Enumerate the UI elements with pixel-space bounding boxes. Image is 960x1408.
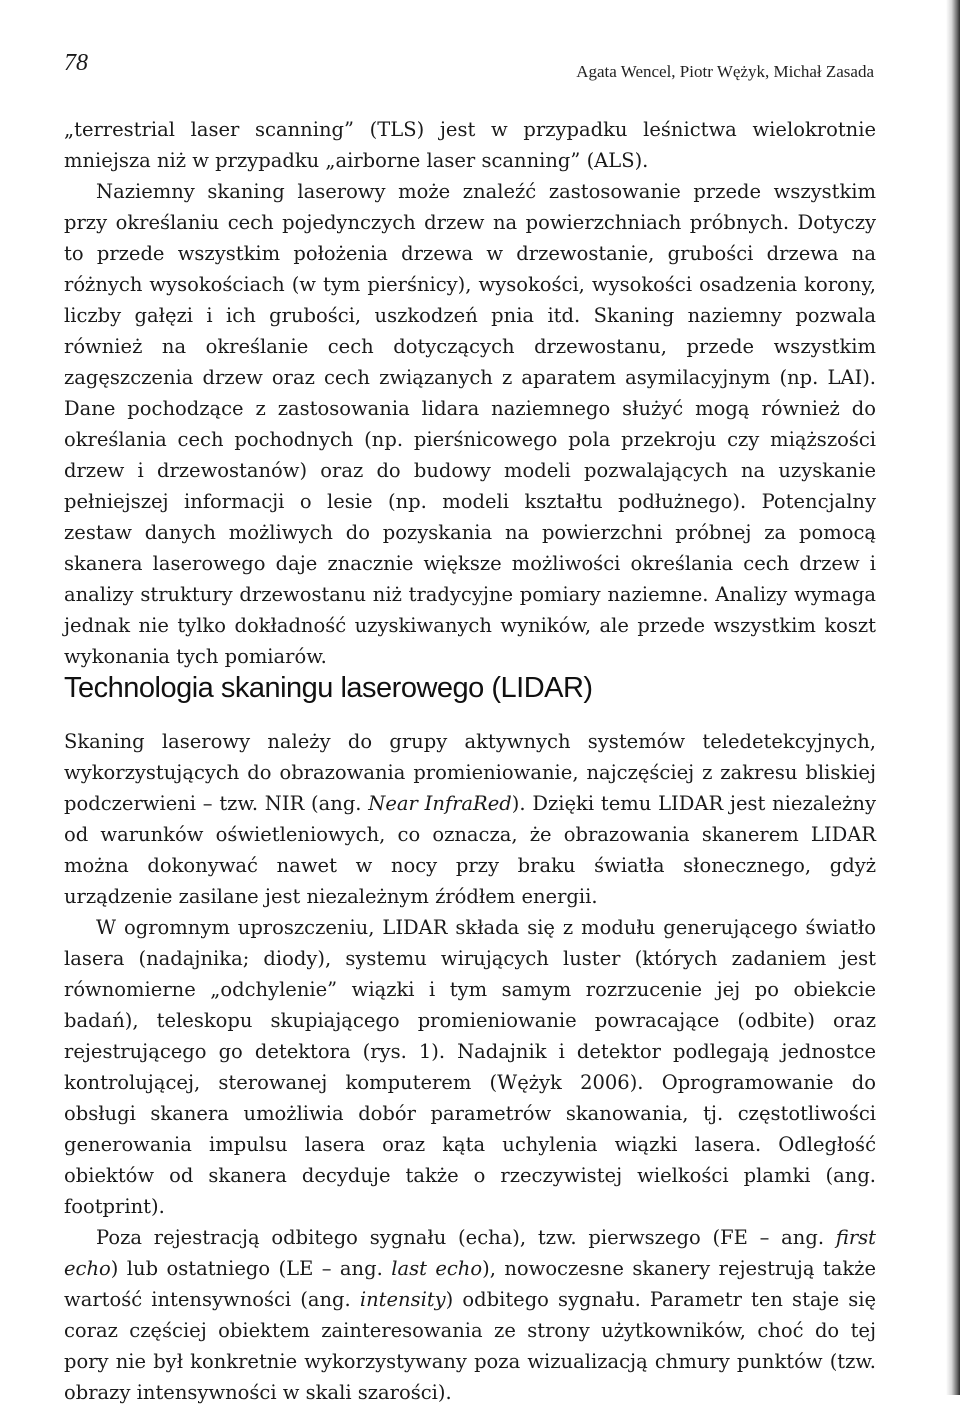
italic-term: intensity [359,1288,446,1311]
text-run: Poza rejestracją odbitego sygnału (echa), tzw. pierwszego (FE – ang. [96,1226,836,1249]
text-run: ) odbitego sygnału. Parametr ten staje się coraz częściej obiektem zainteresowania ze strony użytkowników, choć do tej pory nie był konkretnie wykorzystywany poza wizualizacją chmury punktów (tzw. obrazy intensywności w skali szarości). [64,1288,876,1404]
paragraph-lidar-echo [64,1222,876,1408]
italic-term: last echo [391,1257,483,1280]
paragraph-lidar-intro [64,726,876,912]
paragraph-terrestrial-scanning: Naziemny skaning laserowy może znaleźć zastosowanie przede wszystkim przy określaniu cech pojedynczych drzew na powierzchniach próbnych. Dotyczy to przede wszystkim położenia drzewa w drzewostanie, grubości drzewa na różnych wysokościach (w tym pierśnicy), wysokości, wysokości osadzenia korony, liczby gałęzi i ich grubości, uszkodzeń pnia itd. Skaning naziemny pozwala również na określanie cech dotyczących drzewostanu, przede wszystkim zagęszczenia drzew oraz cech związanych z aparatem asymilacyjnym (np. LAI). Dane pochodzące z zastosowania lidara naziemnego służyć mogą również do określania cech pochodnych (np. pierśnicowego pola przekroju czy miąższości drzew i drzewostanów) oraz do budowy modeli pozwalających na uzyskanie pełniejszej informacji o lesie (np. modeli kształtu podłużnego). Potencjalny zestaw danych możliwych do pozyskania na powierzchni próbnej za pomocą skanera laserowego daje znacznie większe możliwości określania cech drzew i analizy struktury drzewostanu niż tradycyjne pomiary naziemne. Analizy wymaga jednak nie tylko dokładność uzyskiwanych wyników, ale przede wszystkim koszt wykonania tych pomiarów. [64,180,876,668]
page-edge-shadow [946,0,960,1395]
text-run: ), nowoczesne skanery rejestrują także wartość intensywności (ang. [64,1257,876,1311]
italic-term: Near InfraRed [368,792,512,815]
body-text-lidar [64,726,876,1408]
text-run: Skaning laserowy należy do grupy aktywnych systemów teledetekcyjnych, wykorzystujących do obrazowania promieniowanie, najczęściej z zakresu bliskiej podczerwieni – tzw. NIR (ang. [64,730,876,815]
section-heading: Technologia skaningu laserowego (LIDAR) [64,672,593,704]
text-run: ). Dzięki temu LIDAR jest niezależny od warunków oświetleniowych, co oznacza, że obrazowania skanerem LIDAR można dokonywać nawet w nocy przy braku światła słonecznego, gdyż urządzenie zasilane jest niezależnym źródłem energii. [64,792,876,908]
page-number: 78 [64,50,88,76]
italic-term: first echo [64,1226,876,1280]
paragraph-lidar-components: W ogromnym uproszczeniu, LIDAR składa się z modułu generującego światło lasera (nadajnika; diody), systemu wirujących luster (których zadaniem jest równomierne „odchylenie” wiązki i tym samym rozrzucenie jej po obiekcie badań), teleskopu skupiającego promieniowanie powracające (odbite) oraz rejestrującego go detektora (rys. 1). Nadajnik i detektor podlegają jednostce kontrolującej, sterowanej komputerem (Wężyk 2006). Oprogramowanie do obsługi skanera umożliwia dobór parametrów skanowania, tj. częstotliwości generowania impulsu lasera oraz kąta uchylenia wiązki lasera. Odległość obiektów od skanera decyduje także o rzeczywistej wielkości plamki (ang. footprint). [64,916,876,1218]
paragraph-continued: „terrestrial laser scanning” (TLS) jest w przypadku leśnictwa wielokrotnie mniejsza niż w przypadku „airborne laser scanning” (ALS). [64,118,876,172]
text-run: ) lub ostatniego (LE – ang. [110,1257,392,1280]
body-text-top [64,114,876,672]
running-head-authors: Agata Wencel, Piotr Wężyk, Michał Zasada [576,62,874,81]
